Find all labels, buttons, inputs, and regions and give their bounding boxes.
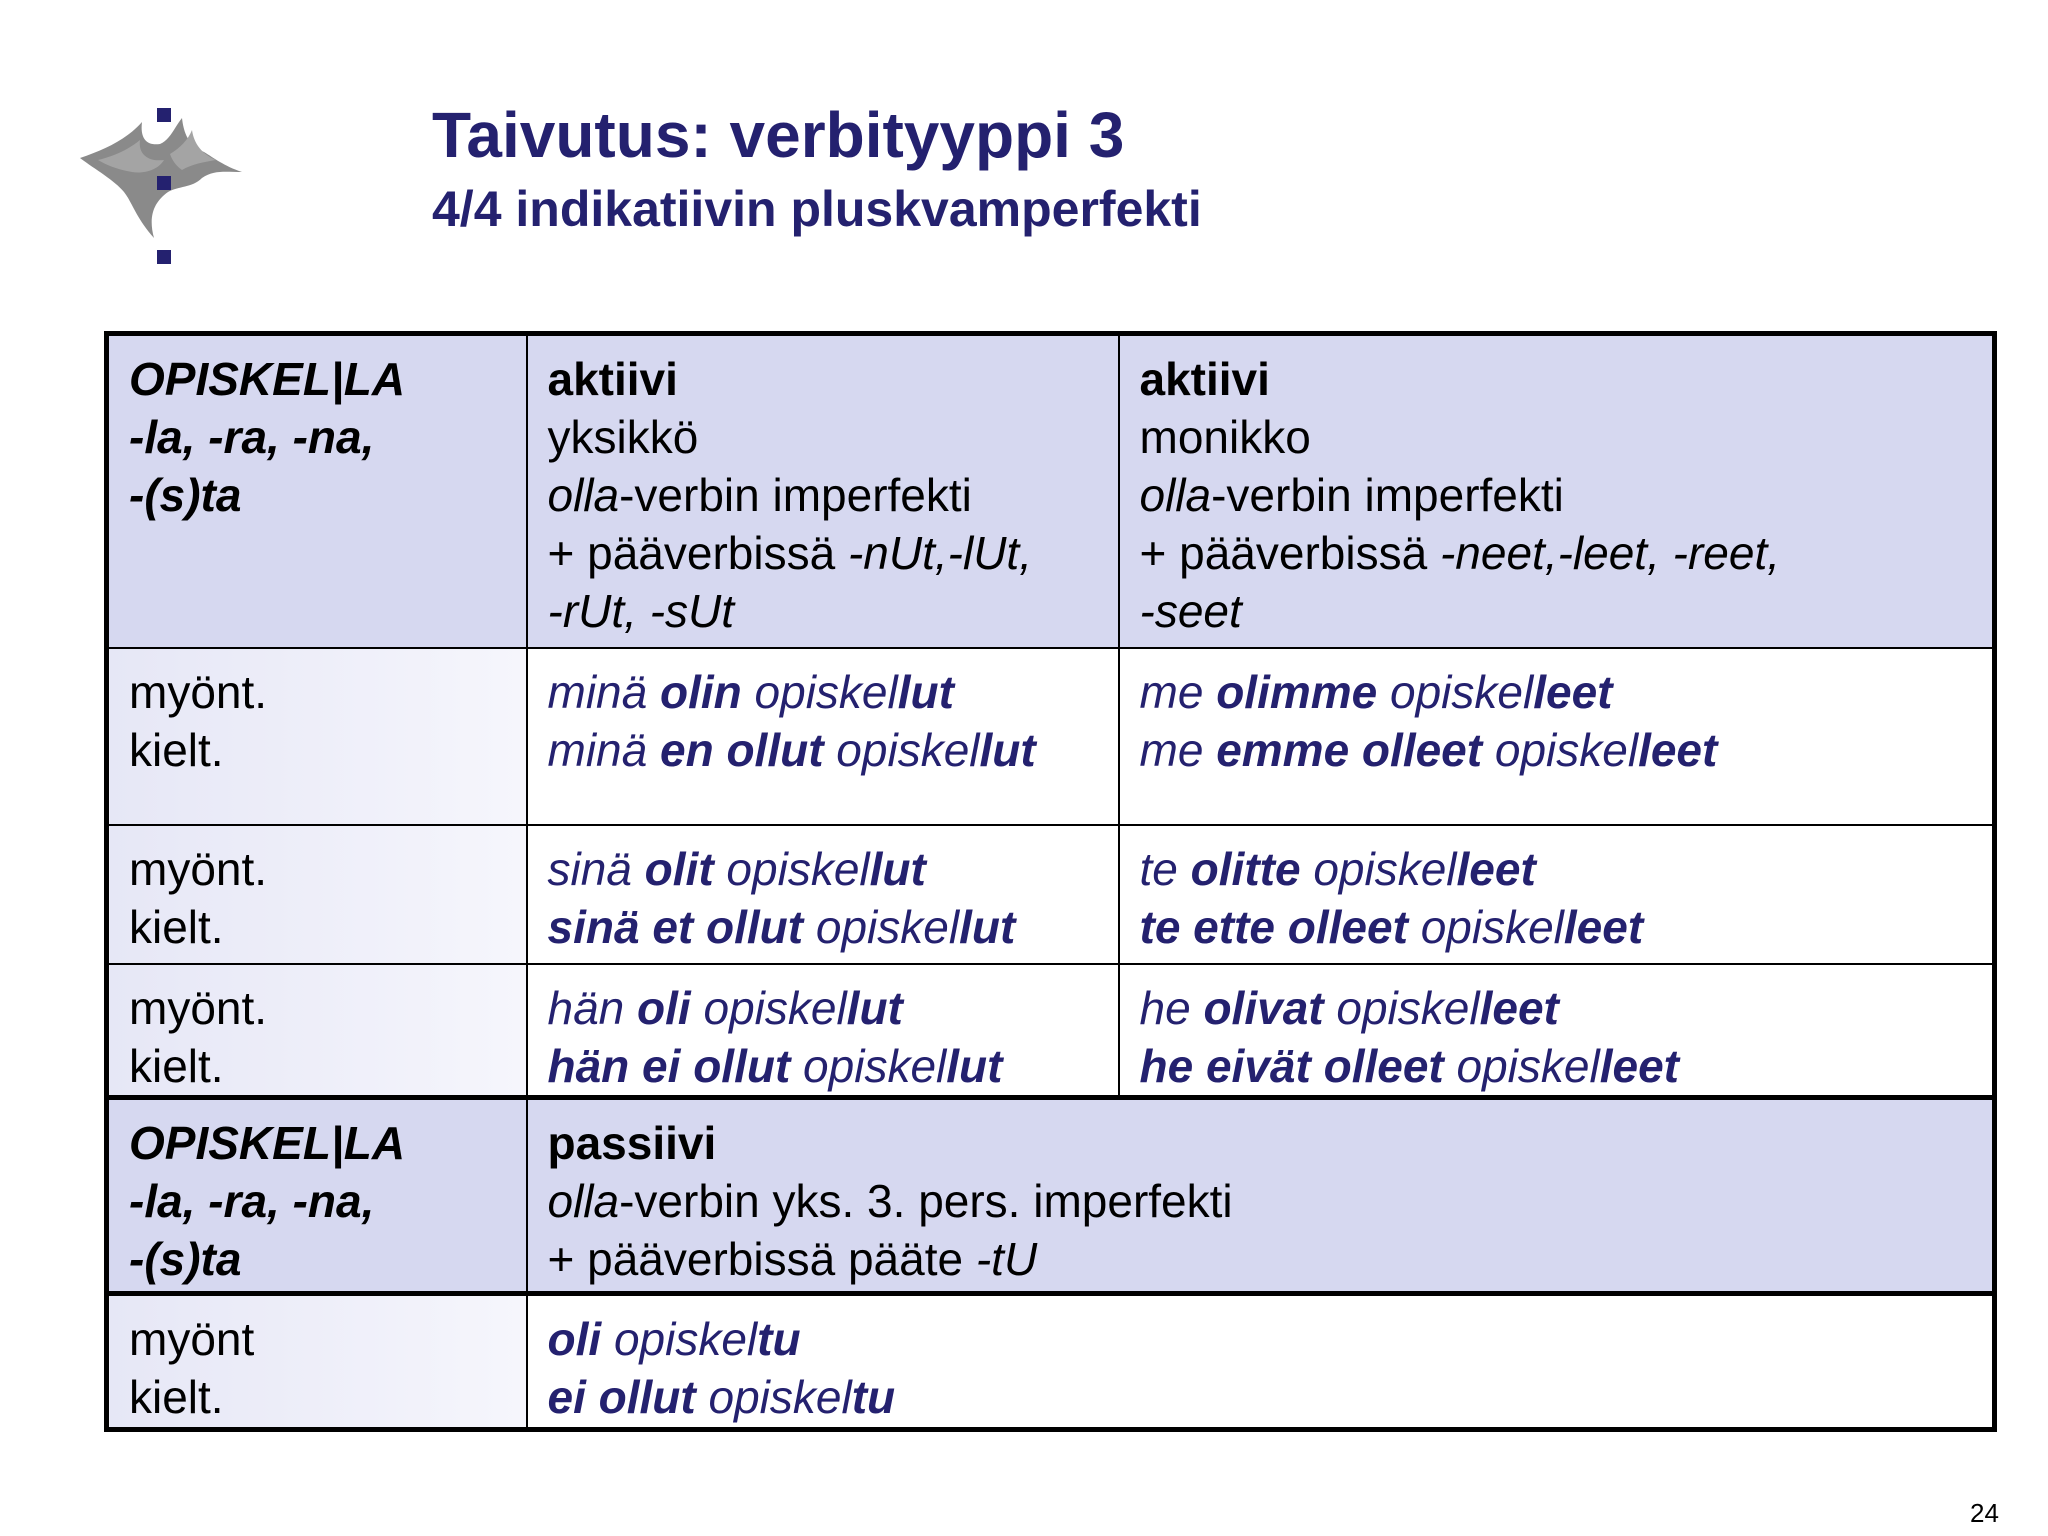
polarity-labels — [107, 964, 527, 1098]
auxiliary-rule: olla-verbin imperfekti — [1139, 469, 1564, 521]
active-plural-header — [1119, 334, 1995, 648]
verb-stem: OPISKEL|LA — [129, 1116, 406, 1169]
voice-label: aktiivi — [547, 353, 678, 405]
negative-form: ei ollut opiskeltu — [547, 1370, 896, 1423]
person-row-1 — [107, 648, 1995, 825]
verb-stem-cell — [107, 334, 527, 648]
passive-header — [527, 1097, 1995, 1293]
negative-label: kielt. — [129, 723, 224, 776]
plural-forms — [1119, 964, 1995, 1098]
voice-label: aktiivi — [1139, 353, 1270, 405]
singular-forms — [527, 648, 1119, 825]
plural-forms — [1119, 648, 1995, 825]
singular-forms — [527, 825, 1119, 964]
affirmative-label: myönt. — [129, 981, 268, 1034]
affirmative-form: me olimme opiskelleet — [1139, 665, 1613, 718]
main-verb-rule: + pääverbissä -neet,-leet, -reet, — [1139, 527, 1781, 579]
person-row-3 — [107, 964, 1995, 1098]
voice-label: passiivi — [547, 1116, 717, 1169]
negative-label: kielt. — [129, 900, 224, 953]
affirmative-form: minä olin opiskellut — [547, 665, 954, 718]
negative-label: kielt. — [129, 1039, 224, 1092]
number-label: monikko — [1139, 411, 1311, 463]
negative-form: hän ei ollut opiskellut — [547, 1039, 1003, 1092]
negative-form: sinä et ollut opiskellut — [547, 900, 1016, 953]
plural-forms — [1119, 825, 1995, 964]
affirmative-form: hän oli opiskellut — [547, 981, 903, 1034]
conjugation-table — [104, 331, 1997, 1432]
university-logo — [74, 100, 254, 270]
main-verb-rule: + pääverbissä -nUt,-lUt, — [547, 527, 1032, 579]
auxiliary-rule: olla-verbin imperfekti — [547, 469, 972, 521]
singular-forms — [527, 964, 1119, 1098]
slide-subtitle: 4/4 indikatiivin pluskvamperfekti — [432, 181, 1202, 237]
main-verb-endings: -seet — [1139, 585, 1242, 637]
affirmative-form: te olitte opiskelleet — [1139, 842, 1536, 895]
polarity-labels — [107, 648, 527, 825]
negative-form: te ette olleet opiskelleet — [1139, 900, 1644, 953]
affirmative-form: oli opiskeltu — [547, 1312, 801, 1365]
verb-endings: -la, -ra, -na, — [129, 1174, 375, 1227]
verb-stem-cell — [107, 1097, 527, 1293]
passive-row — [107, 1293, 1995, 1429]
affirmative-label: myönt — [129, 1312, 255, 1365]
affirmative-label: myönt. — [129, 665, 268, 718]
number-label: yksikkö — [547, 411, 699, 463]
negative-form: me emme olleet opiskelleet — [1139, 723, 1718, 776]
active-header-row — [107, 334, 1995, 648]
slide-title: Taivutus: verbityyppi 3 — [432, 99, 1125, 171]
verb-endings: -(s)ta — [129, 1232, 242, 1285]
active-singular-header — [527, 334, 1119, 648]
affirmative-form: sinä olit opiskellut — [547, 842, 926, 895]
polarity-labels — [107, 1293, 527, 1429]
auxiliary-rule: olla-verbin yks. 3. pers. imperfekti — [547, 1174, 1233, 1227]
negative-form: minä en ollut opiskellut — [547, 723, 1036, 776]
verb-endings: -la, -ra, -na, — [129, 411, 375, 463]
passive-forms — [527, 1293, 1995, 1429]
affirmative-label: myönt. — [129, 842, 268, 895]
verb-endings: -(s)ta — [129, 469, 242, 521]
polarity-labels — [107, 825, 527, 964]
verb-stem: OPISKEL|LA — [129, 353, 406, 405]
affirmative-form: he olivat opiskelleet — [1139, 981, 1559, 1034]
main-verb-rule: + pääverbissä pääte -tU — [547, 1232, 1038, 1285]
person-row-2 — [107, 825, 1995, 964]
negative-label: kielt. — [129, 1370, 224, 1423]
page-number: 24 — [1970, 1498, 1999, 1528]
main-verb-endings: -rUt, -sUt — [547, 585, 735, 637]
passive-header-row — [107, 1097, 1995, 1293]
negative-form: he eivät olleet opiskelleet — [1139, 1039, 1679, 1092]
